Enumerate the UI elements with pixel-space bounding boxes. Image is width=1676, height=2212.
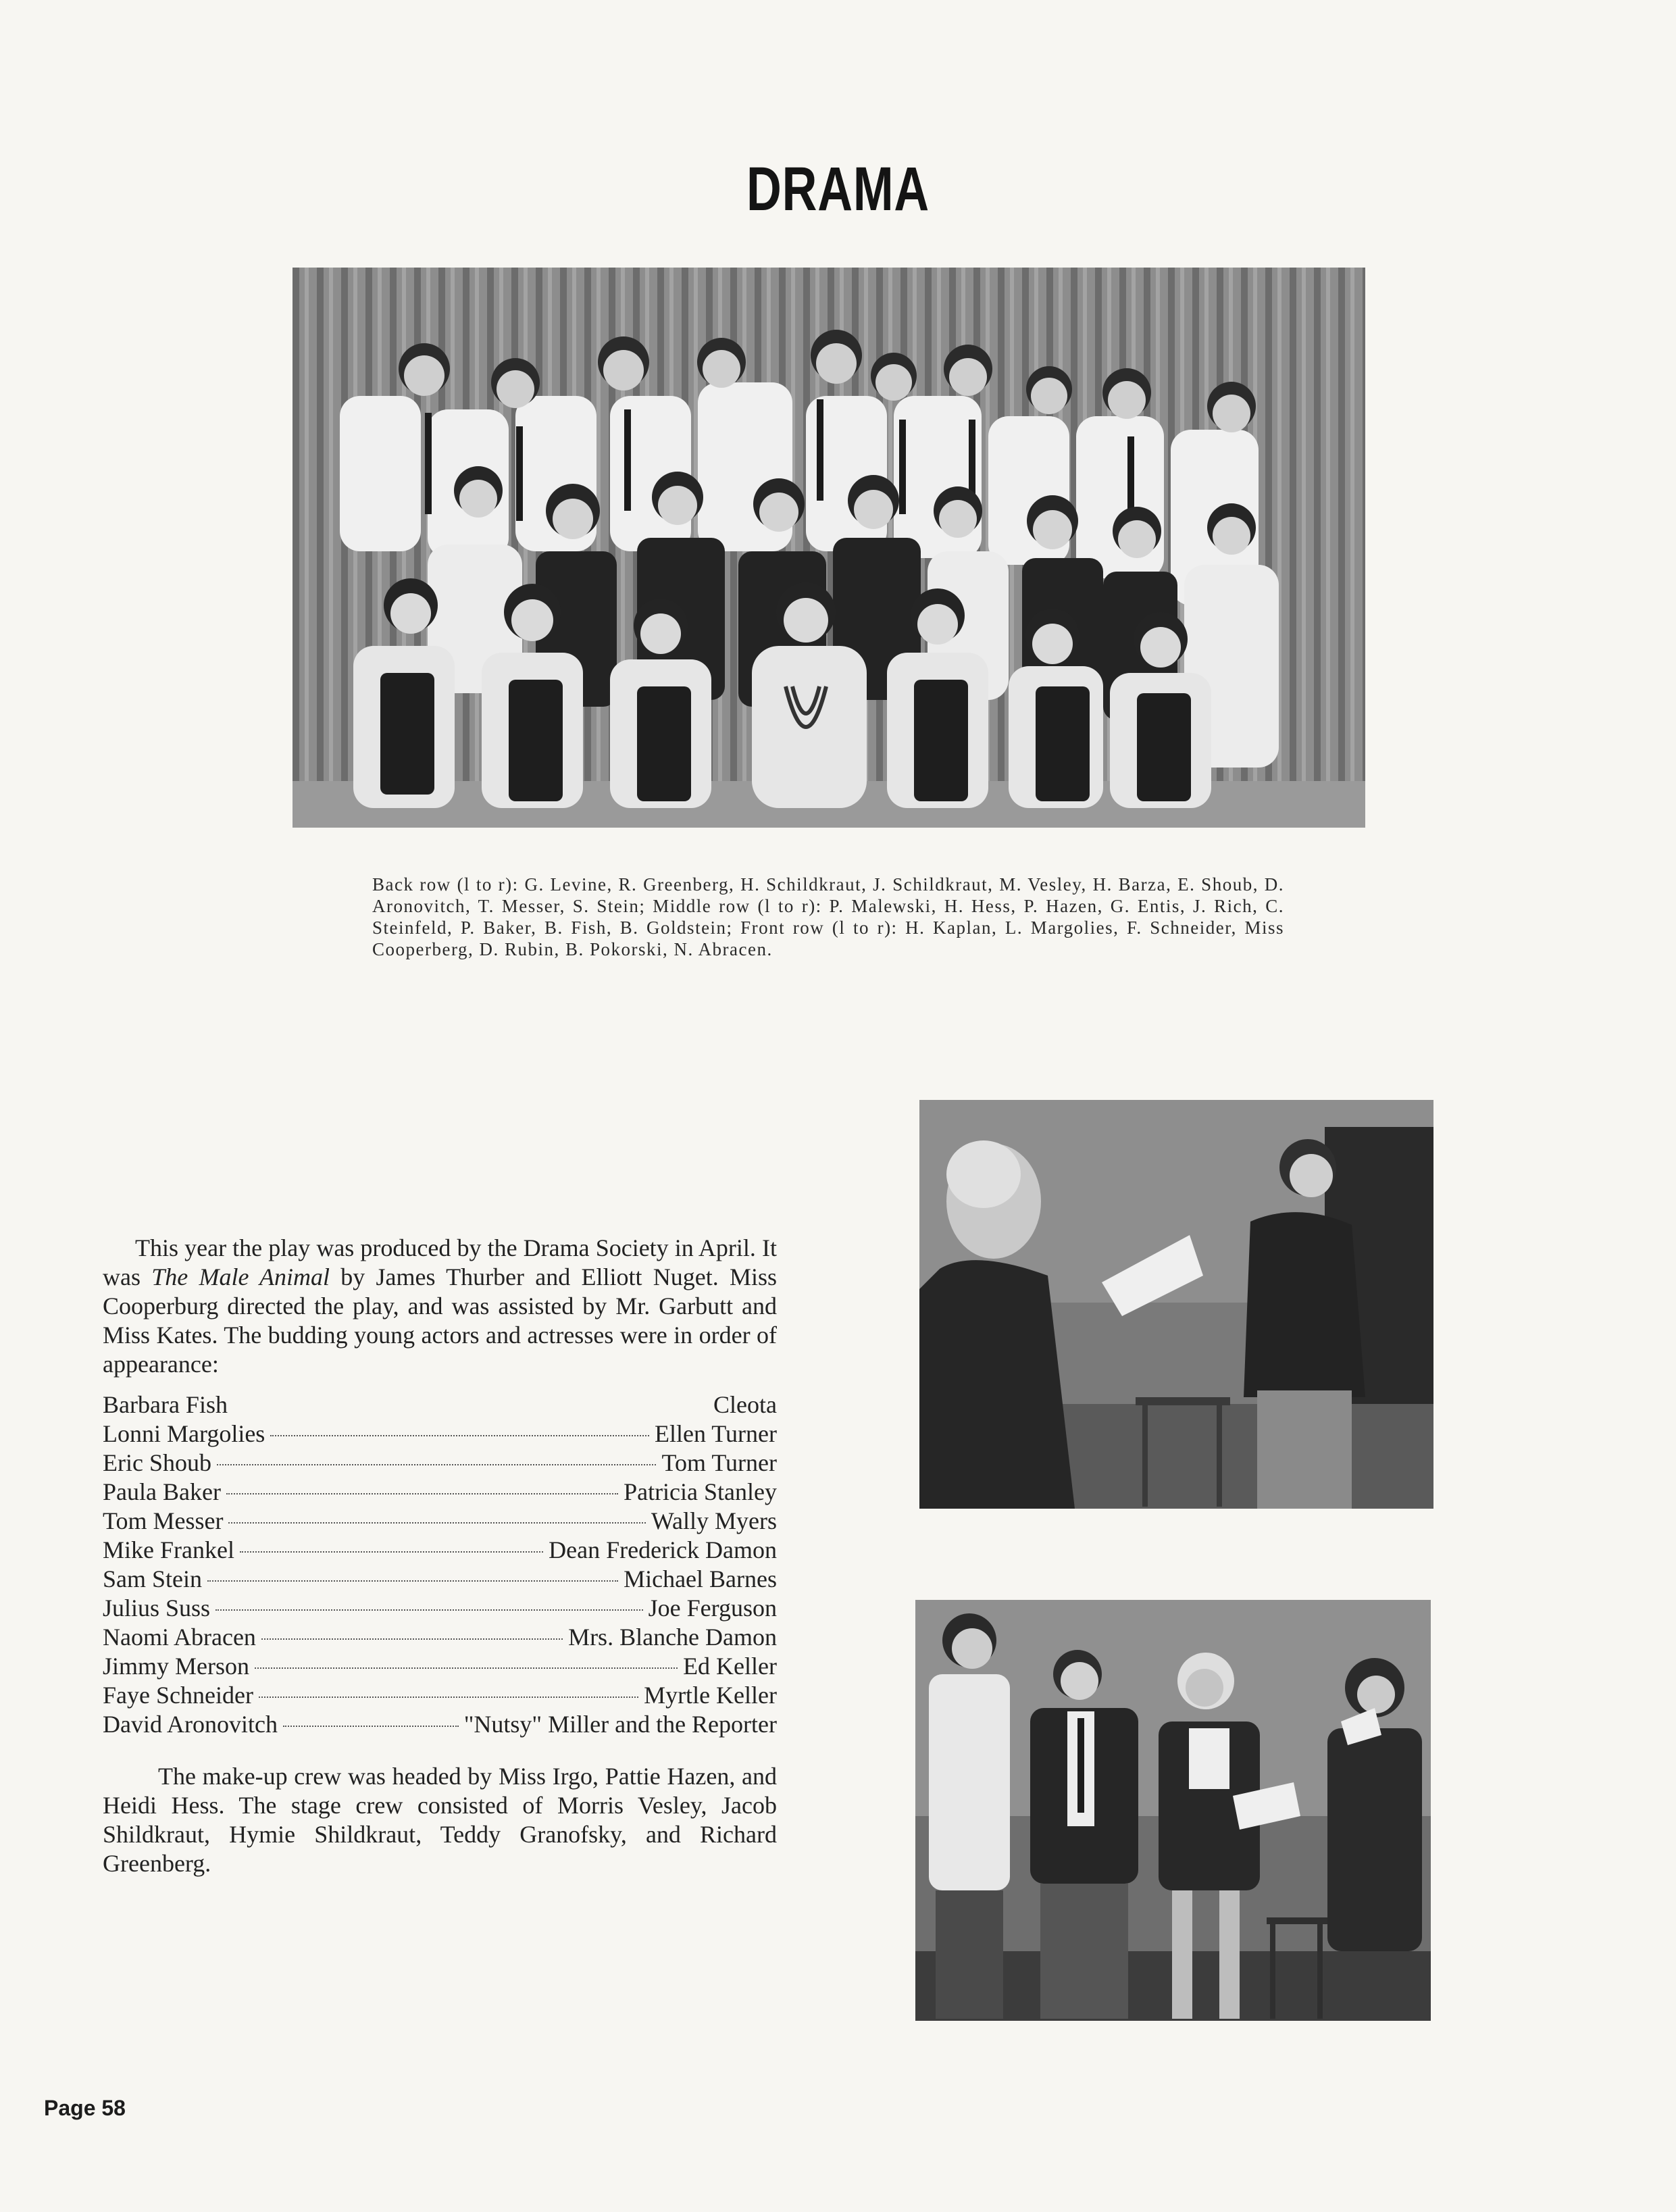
drama-group-photo	[293, 268, 1365, 828]
dot-leader	[228, 1522, 645, 1524]
cast-row	[103, 1478, 777, 1507]
page-title: DRAMA	[746, 155, 930, 224]
rehearsal-photo-reading	[919, 1100, 1433, 1509]
cast-role: Patricia Stanley	[624, 1478, 777, 1505]
cast-row	[103, 1449, 777, 1478]
cast-actor: Lonni Margolies	[103, 1420, 265, 1447]
dot-leader	[226, 1493, 618, 1494]
cast-actor: Julius Suss	[103, 1594, 211, 1622]
rehearsal-photo-stage	[915, 1600, 1431, 2021]
cast-role: Michael Barnes	[624, 1565, 777, 1592]
cast-role: Tom Turner	[661, 1449, 777, 1476]
cast-row	[103, 1536, 777, 1565]
cast-actor: Jimmy Merson	[103, 1653, 250, 1680]
dot-leader	[261, 1638, 563, 1640]
cast-actor: Barbara Fish	[103, 1391, 228, 1418]
cast-actor: Sam Stein	[103, 1565, 203, 1592]
cast-actor: Tom Messer	[103, 1507, 224, 1534]
cast-row	[103, 1507, 777, 1536]
group-photo-caption: Back row (l to r): G. Levine, R. Greenberg, H. Schildkraut, J. Schildkraut, M. Vesley, H. Barza, E. Shoub, D. Aronovitch, T. Messer, S. Stein; Middle row (l to r): P. Malewski, H. Hess, P. Hazen, G. Entis, J. Rich, C. Steinfeld, P. Baker, B. Fish, B. Goldstein; Front row (l to r): H. Kaplan, L. Margolies, F. Schneider, Miss Cooperberg, D. Rubin, B. Pokorski, N. Abracen.	[372, 874, 1284, 959]
cast-row	[103, 1710, 777, 1739]
cast-role: Ellen Turner	[654, 1420, 777, 1447]
rehearsal-photo-reading-image	[919, 1100, 1433, 1509]
cast-actor: David Aronovitch	[103, 1711, 278, 1738]
cast-role: Joe Ferguson	[648, 1594, 777, 1622]
cast-role: Wally Myers	[651, 1507, 777, 1534]
cast-actor: Eric Shoub	[103, 1449, 211, 1476]
dot-leader	[207, 1580, 618, 1582]
cast-list	[103, 1390, 777, 1739]
play-title: The Male Animal	[151, 1263, 330, 1290]
cast-row	[103, 1652, 777, 1681]
dot-leader	[215, 1609, 643, 1611]
cast-role: Cleota	[713, 1391, 777, 1418]
dot-leader	[259, 1696, 638, 1698]
intro-text-before-title: This year the play was produced by the Drama Society in April. It was	[103, 1234, 777, 1290]
cast-actor: Faye Schneider	[103, 1682, 253, 1709]
page-number: Page 58	[44, 2096, 126, 2120]
cast-row	[103, 1419, 777, 1449]
cast-role: "Nutsy" Miller and the Reporter	[463, 1711, 777, 1738]
cast-actor: Mike Frankel	[103, 1536, 234, 1563]
cast-role: Mrs. Blanche Damon	[568, 1624, 777, 1651]
dot-leader	[217, 1464, 657, 1465]
cast-row	[103, 1594, 777, 1623]
dot-leader	[240, 1551, 543, 1553]
cast-actor: Paula Baker	[103, 1478, 221, 1505]
rehearsal-photo-stage-image	[915, 1600, 1431, 2021]
cast-role: Dean Frederick Damon	[549, 1536, 777, 1563]
cast-row	[103, 1390, 777, 1419]
intro-paragraph	[103, 1234, 777, 1379]
intro-text-after-title: by James Thurber and Elliott Nuget. Miss Cooperburg directed the play, and was assisted by Mr. Garbutt and Miss Kates. The budding young actors and actresses were in order of appearance:	[103, 1263, 777, 1378]
cast-role: Ed Keller	[683, 1653, 777, 1680]
cast-actor: Naomi Abracen	[103, 1624, 256, 1651]
cast-row	[103, 1681, 777, 1710]
cast-row	[103, 1565, 777, 1594]
group-photo-image	[293, 268, 1365, 828]
dot-leader	[255, 1667, 678, 1669]
crew-paragraph: The make-up crew was headed by Miss Irgo, Pattie Hazen, and Heidi Hess. The stage crew consisted of Morris Vesley, Jacob Shildkraut, Hymie Shildkraut, Teddy Granofsky, and Richard Greenberg.	[103, 1763, 777, 1877]
dot-leader	[270, 1435, 649, 1436]
cast-row	[103, 1623, 777, 1652]
dot-leader	[283, 1726, 459, 1727]
cast-role: Myrtle Keller	[644, 1682, 777, 1709]
